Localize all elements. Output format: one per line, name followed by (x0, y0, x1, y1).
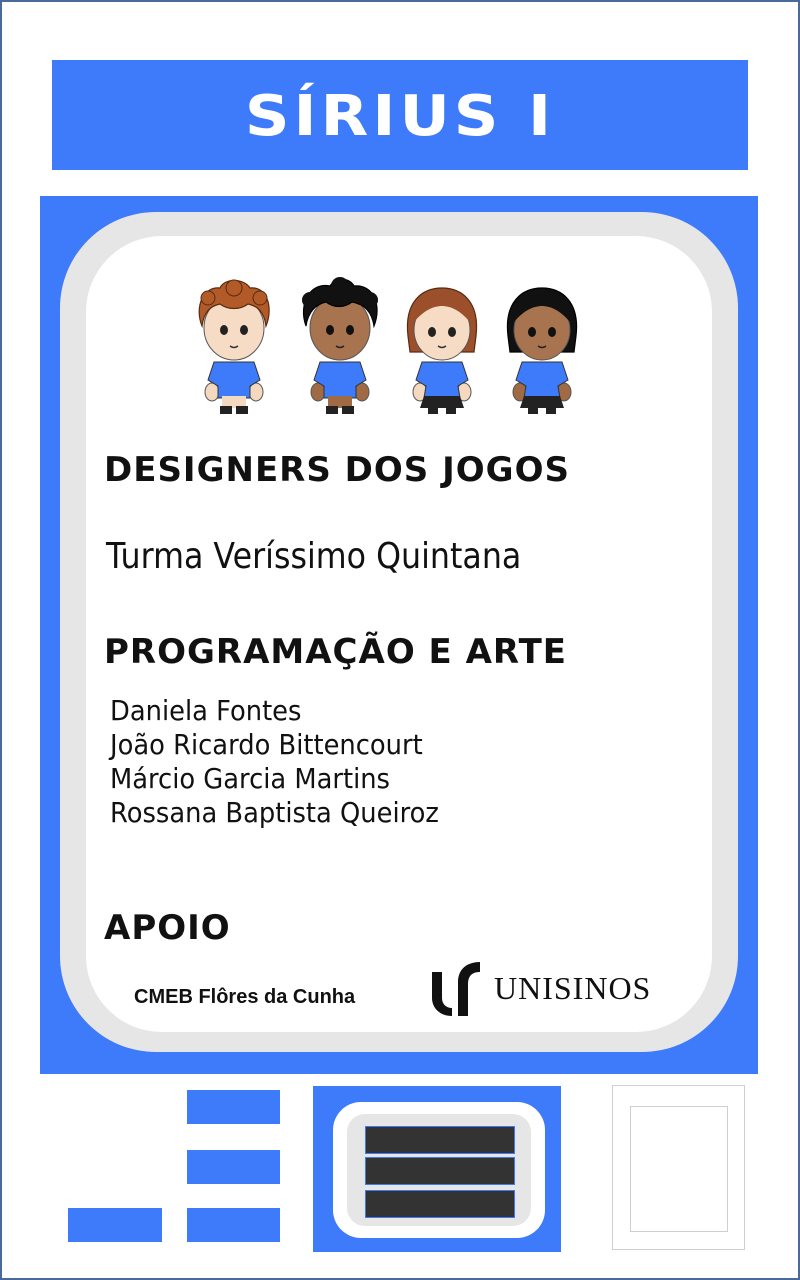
control-button-top[interactable] (187, 1090, 280, 1124)
control-button-left[interactable] (68, 1208, 162, 1242)
list-item: Daniela Fontes (110, 694, 302, 727)
programming-heading: PROGRAMAÇÃO E ARTE (104, 632, 568, 672)
girl-brown-hair-icon (394, 276, 490, 416)
screen-bezel (60, 212, 738, 1052)
slot-bar (365, 1157, 515, 1185)
slot-bar (365, 1190, 515, 1218)
boy-curly-red-hair-icon (184, 276, 284, 416)
list-item: João Ricardo Bittencourt (110, 728, 423, 761)
screen (40, 196, 758, 1074)
card-slot-inner (630, 1106, 728, 1232)
card-slot[interactable] (612, 1085, 745, 1250)
list-item: Márcio Garcia Martins (110, 762, 390, 795)
sponsor-name: UNISINOS (494, 969, 652, 1006)
cartridge-tray (347, 1114, 531, 1226)
sponsor-logo (428, 958, 651, 1018)
school-name: CMEB Flôres da Cunha (134, 986, 356, 1008)
list-item: Rossana Baptista Queiroz (110, 796, 439, 829)
support-heading: APOIO (104, 908, 231, 948)
class-name: Turma Veríssimo Quintana (106, 536, 522, 577)
unisinos-logo-icon (428, 958, 484, 1018)
boy-curly-black-hair-icon (290, 276, 390, 416)
girl-black-hair-icon (494, 276, 590, 416)
designers-heading: DESIGNERS DOS JOGOS (104, 450, 570, 490)
control-button-middle[interactable] (187, 1150, 280, 1184)
cartridge-slot-inner (333, 1102, 545, 1238)
slot-bar (365, 1126, 515, 1154)
cartridge-slot[interactable] (313, 1086, 561, 1252)
credits-panel (86, 236, 712, 1032)
control-button-bottom[interactable] (187, 1208, 280, 1242)
game-title: SÍRIUS I (244, 82, 556, 148)
title-banner (52, 60, 748, 170)
kids-illustration (184, 276, 604, 436)
people-list (110, 694, 468, 830)
